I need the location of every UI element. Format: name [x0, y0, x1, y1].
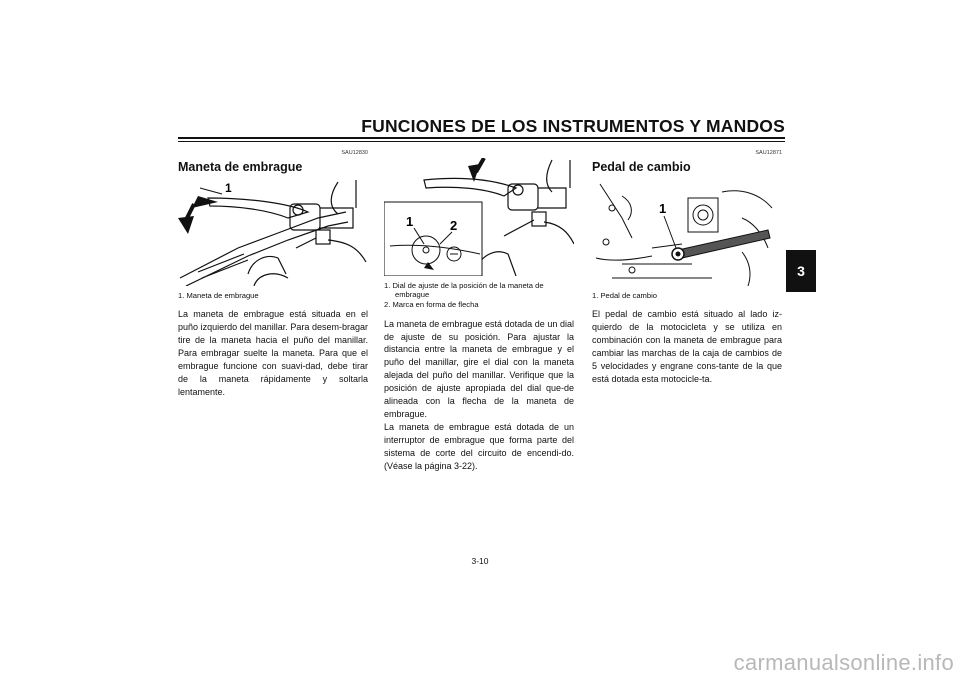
figure-caption: 1. Pedal de cambio [592, 291, 658, 300]
figure-callout-2: 2 [450, 218, 458, 233]
clutch-lever-illustration [178, 178, 368, 286]
body-paragraph: La maneta de embrague está dotada de un dial de ajuste de su posición. Para ajustar la distancia entre la maneta de embrague y el puño del manillar, gire el dial con la maneta alejada del puño del manillar. Verifique que la posición de ajuste apropiada del dial que-de alineada con la flecha de la maneta de embrague. [384, 318, 574, 419]
watermark-link[interactable]: carmanualsonline.info [733, 650, 954, 675]
page-number: 3-10 [471, 556, 489, 566]
section-title: Pedal de cambio [592, 160, 691, 174]
shift-pedal-illustration [592, 178, 782, 286]
figure-callout-1: 1 [659, 201, 667, 216]
body-paragraph: La maneta de embrague está dotada de un interruptor de embrague que forma parte del sistema de corte del circuito de encendi-do. (Véase la página 3-22). [384, 421, 574, 471]
figure-callout-1: 1 [406, 214, 414, 229]
page-header-title: FUNCIONES DE LOS INSTRUMENTOS Y MANDOS [361, 116, 785, 136]
header-rule-secondary [178, 141, 785, 142]
section-body [178, 308, 368, 398]
section-shift-pedal [592, 150, 782, 386]
section-clutch-lever [178, 150, 368, 399]
section-clutch-adjuster [384, 158, 574, 472]
section-body [384, 318, 574, 473]
header-rule [178, 137, 785, 139]
section-body [592, 308, 782, 385]
figure-caption: 1. Maneta de embrague [178, 291, 259, 300]
figure-callout-1: 1 [225, 181, 232, 195]
section-code: SAU12871 [755, 150, 782, 156]
chapter-tab[interactable]: 3 [786, 250, 816, 292]
figure-caption-2: 2. Marca en forma de flecha [384, 300, 479, 310]
body-paragraph: La maneta de embrague está situada en el puño izquierdo del manillar. Para desem-bragar tire de la maneta hacia el puño del manillar. Para embragar suelte la maneta. Para que el embrague funcione con suavi-dad, debe tirar de la maneta rápidamente y soltarla lentamente. [178, 309, 368, 397]
body-paragraph: El pedal de cambio está situado al lado iz-quierdo de la motocicleta y se utiliza en combinación con la maneta de embrague para cambiar las marchas de la caja de cambios de 5 velocidades y engrane cons-tante de la que está dotada esta motocicle-ta. [592, 309, 782, 384]
figure-caption-1: 1. Dial de ajuste de la posición de la maneta de embrague [384, 281, 544, 300]
clutch-adjuster-illustration [384, 158, 574, 276]
section-title: Maneta de embrague [178, 160, 303, 174]
section-code: SAU12830 [341, 150, 368, 156]
